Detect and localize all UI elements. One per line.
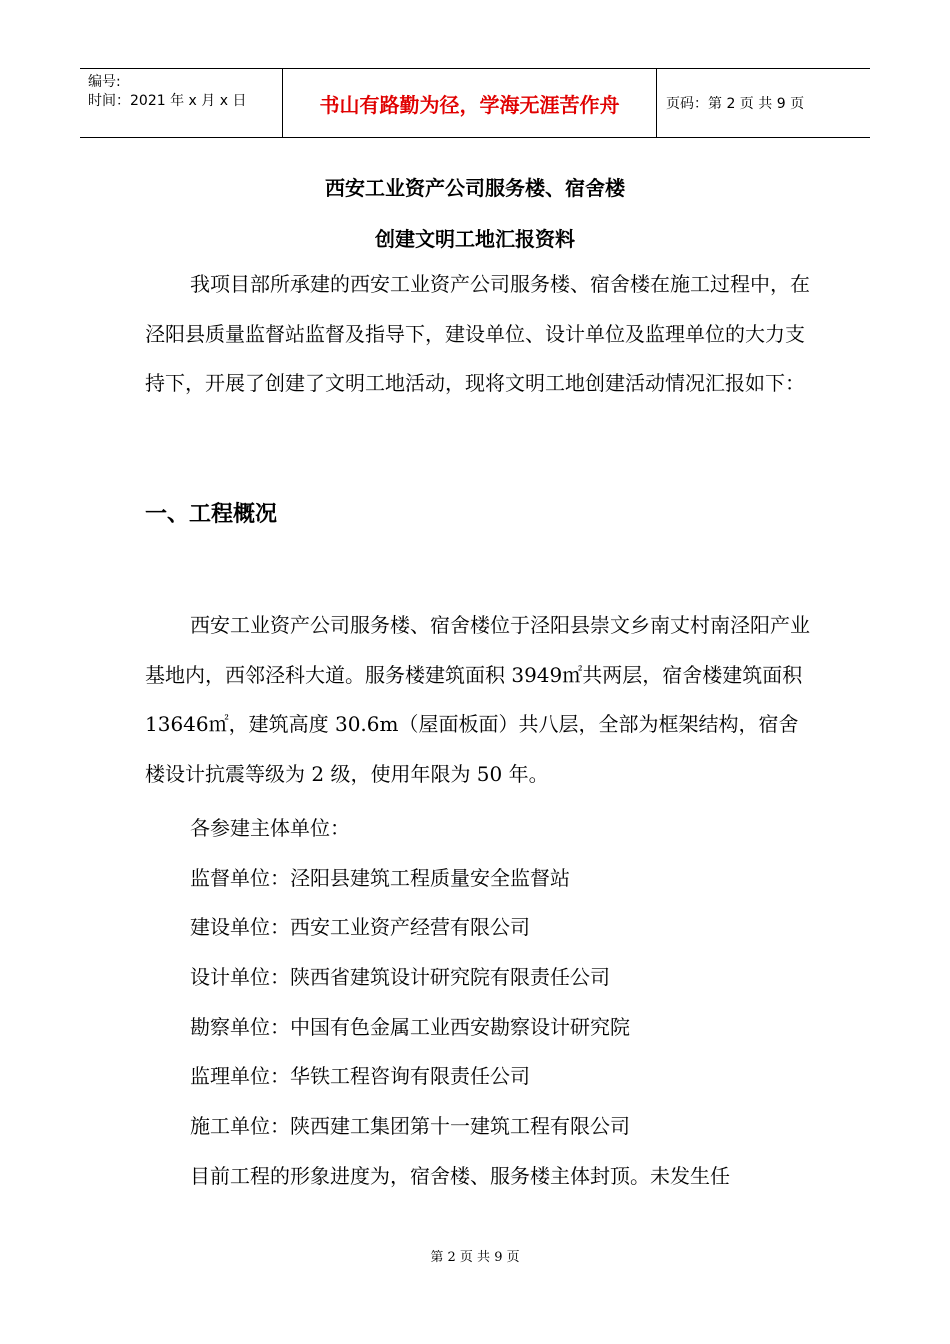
intro-paragraph: 我项目部所承建的西安工业资产公司服务楼、宿舍楼在施工过程中，在泾阳县质量监督站监督及指导下，建设单位、设计单位及监理单位的大力支持下，开展了创建了文明工地活动，现将文明工地创建活动情况汇报如下： [145, 272, 810, 395]
units-intro: 各参建主体单位： [190, 816, 350, 840]
header-page-code: 页码：第 2 页 共 9 页 [666, 96, 805, 112]
document-time-label: 时间：2021 年 x 月 x 日 [88, 93, 247, 109]
header-divider [656, 69, 657, 137]
unit-line-survey: 勘察单位：中国有色金属工业西安勘察设计研究院 [190, 1015, 630, 1039]
page-footer: 第 2 页 共 9 页 [430, 1250, 520, 1265]
section-heading: 一、工程概况 [145, 502, 278, 527]
document-title-line2: 创建文明工地汇报资料 [375, 227, 575, 251]
header-meta [88, 73, 246, 111]
progress-line: 目前工程的形象进度为，宿舍楼、服务楼主体封顶。未发生任 [190, 1164, 730, 1188]
page-header [80, 68, 870, 138]
overview-paragraph: 西安工业资产公司服务楼、宿舍楼位于泾阳县崇文乡南丈村南泾阳产业基地内，西邻泾科大道。服务楼建筑面积 3949㎡共两层，宿舍楼建筑面积 13646㎡，建筑高度 30.6m（屋面板面）共八层，全部为框架结构，宿舍楼设计抗震等级为 2 级，使用年限为 50 年。 [145, 613, 810, 786]
unit-line-supervision: 监督单位：泾阳县建筑工程质量安全监督站 [190, 866, 570, 890]
header-motto: 书山有路勤为径，学海无涯苦作舟 [319, 92, 620, 117]
unit-line-design: 设计单位：陕西省建筑设计研究院有限责任公司 [190, 965, 610, 989]
unit-line-construction-owner: 建设单位：西安工业资产经营有限公司 [190, 915, 530, 939]
unit-line-inspection: 监理单位：华铁工程咨询有限责任公司 [190, 1064, 530, 1088]
document-number-label: 编号: [88, 74, 121, 90]
document-title-line1: 西安工业资产公司服务楼、宿舍楼 [325, 176, 625, 200]
unit-line-contractor: 施工单位：陕西建工集团第十一建筑工程有限公司 [190, 1114, 630, 1138]
